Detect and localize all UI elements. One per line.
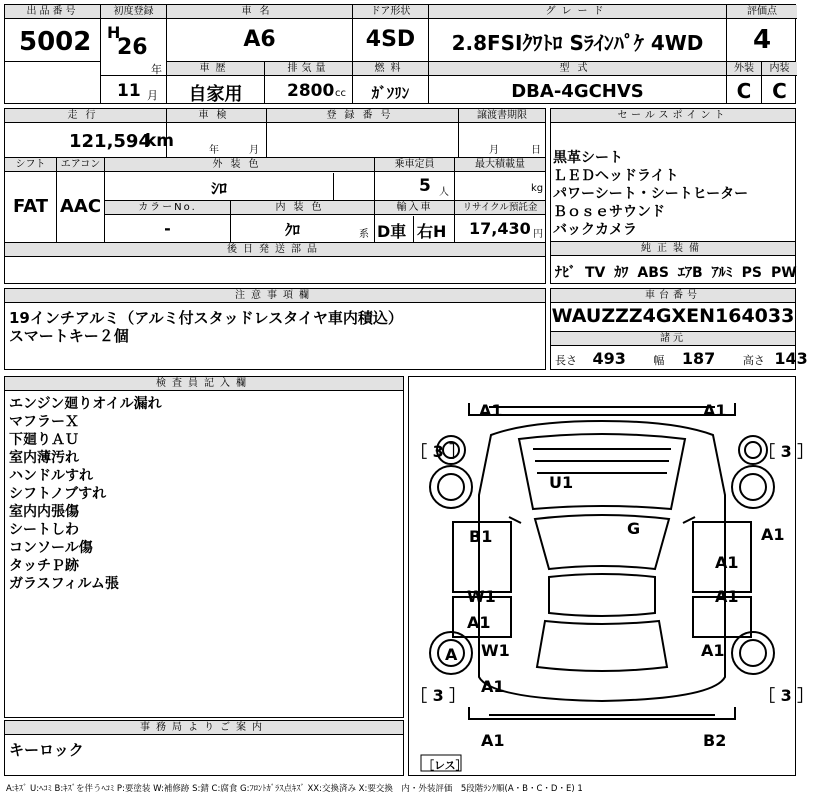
sales-point-item: バックカメラ	[553, 222, 637, 238]
reg-month: 11	[117, 81, 141, 101]
later-parts-label: 後日発送部品	[5, 243, 545, 257]
cc-unit: cc	[335, 88, 346, 99]
equipment-item: ｶﾜ	[614, 265, 629, 281]
mark-door-rr: A1	[701, 641, 725, 660]
mark-door-fl2: A1	[467, 613, 491, 632]
shift-cell	[5, 158, 57, 242]
handle-side: 右H	[417, 222, 447, 241]
color-cell	[105, 158, 375, 200]
transfer-day-unit: 日	[531, 145, 541, 156]
equipment-item: ｴｱB	[677, 265, 703, 281]
mark-door-fl: W1	[467, 587, 496, 606]
mark-rear-left: A1	[481, 731, 505, 750]
equipment-item: ｱﾙﾐ	[711, 265, 733, 281]
inspection-cell	[167, 109, 267, 157]
import-cell	[375, 201, 455, 242]
sales-points-list	[553, 149, 748, 239]
month-unit: 月	[147, 89, 158, 102]
chassis-label: 車台番号	[551, 289, 795, 303]
car-outline	[409, 377, 795, 775]
inspector-line: 室内内張傷	[9, 504, 79, 520]
lot-no-cell	[5, 5, 101, 103]
recycle: 17,430	[469, 219, 531, 238]
lot-no-label: 出品番号	[5, 5, 100, 19]
shift: FAT	[12, 196, 49, 217]
exterior-label: 外装	[727, 62, 761, 76]
length: 493	[592, 349, 626, 368]
color-no-cell	[105, 201, 231, 242]
dims-row	[555, 349, 808, 368]
length-label: 長さ	[555, 354, 577, 367]
notes-text	[9, 309, 403, 345]
lot-no: 5002	[19, 27, 92, 57]
era: H	[107, 23, 121, 42]
equipment-item: ﾅﾋﾞ	[555, 265, 576, 281]
mark-spare: ［レス］	[423, 759, 467, 772]
model-cell	[429, 62, 727, 103]
sales-point-item: Ｂｏｓｅサウンド	[553, 204, 665, 220]
note-line: スマートキー２個	[9, 327, 129, 345]
inspector-line: コンソール傷	[9, 540, 93, 556]
displacement-label: 排気量	[265, 62, 352, 76]
history-label: 車歴	[167, 62, 264, 76]
car-diagram	[408, 376, 813, 776]
inspector-line: タッチＰ跡	[9, 558, 79, 574]
yen-unit: 円	[533, 229, 543, 240]
height-label: 高さ	[742, 354, 765, 367]
int-color-cell	[231, 201, 375, 242]
first-reg-cell	[101, 5, 167, 103]
reg-no-label: 登録番号	[267, 109, 458, 123]
mark-front-left: A1	[479, 401, 503, 420]
dims-label: 諸元	[551, 332, 795, 346]
inspector-line: シートしわ	[9, 522, 79, 538]
grade-label: グレード	[429, 5, 726, 19]
mark-wheel-l: A	[445, 645, 458, 664]
mark-door-rl: W1	[481, 641, 510, 660]
capacity-label: 乗車定員	[375, 158, 454, 172]
door-cell	[353, 5, 429, 61]
import-type: D車	[377, 222, 407, 241]
mark-tire-fl: ［ 3 ］	[411, 442, 466, 461]
color-no-label: カラーNo.	[105, 201, 230, 215]
office-text: キーロック	[9, 741, 84, 759]
inspector-line: 室内薄汚れ	[9, 450, 79, 466]
fuel: ｶﾞｿﾘﾝ	[371, 84, 410, 102]
year-unit: 年	[151, 63, 162, 76]
equipment-item: TV	[585, 265, 606, 281]
chassis-number: WAUZZZ4GXEN164033	[551, 305, 795, 327]
transfer-cell	[459, 109, 545, 157]
sales-points-label: セールスポイント	[551, 109, 795, 123]
inspection-year-unit: 年	[209, 145, 219, 156]
mark-front-right: A1	[703, 401, 727, 420]
width: 187	[681, 349, 716, 368]
mark-tire-rr: ［ 3 ］	[759, 686, 813, 705]
transfer-month-unit: 月	[489, 145, 499, 156]
door-type: 4SD	[365, 27, 416, 52]
car-name-cell	[167, 5, 353, 61]
width-label: 幅	[653, 354, 665, 367]
interior-label: 内装	[762, 62, 797, 76]
inspector-label: 検査員記入欄	[5, 377, 403, 391]
inspector-line: マフラーＸ	[9, 414, 79, 430]
door-label: ドア形状	[353, 5, 428, 19]
mark-tire-rl: ［ 3 ］	[411, 686, 466, 705]
equipment-item: PW	[771, 265, 797, 281]
displacement: 2800	[287, 81, 335, 101]
car-name: A6	[243, 27, 276, 52]
inspector-line: ハンドルすれ	[9, 468, 93, 484]
ac-cell	[57, 158, 105, 242]
load-label: 最大積載量	[455, 158, 545, 172]
history-cell	[167, 62, 265, 103]
vehicle-details-section	[4, 108, 546, 284]
reg-no-cell	[267, 109, 459, 157]
color-label: 外装色	[105, 158, 374, 172]
inspector-section	[4, 376, 404, 718]
capacity-cell	[375, 158, 455, 200]
mark-door-fr: A1	[715, 587, 739, 606]
car-name-label: 車名	[167, 5, 352, 19]
sales-point-item: ＬＥＤヘッドライト	[553, 168, 679, 184]
mark-rear-right: B2	[703, 731, 727, 750]
model-label: 型式	[429, 62, 726, 76]
inspector-line: ガラスフィルム張	[9, 576, 119, 592]
mark-windshield: G	[627, 519, 641, 538]
mark-tire-fr: ［ 3 ］	[759, 442, 813, 461]
header-section	[4, 4, 796, 104]
notes-label: 注意事項欄	[5, 289, 545, 303]
inspector-line: エンジン廻りオイル漏れ	[9, 396, 162, 412]
legend: A:ｷｽﾞ U:ﾍｺﾐ B:ｷｽﾞを伴うﾍｺﾐ P:要塗装 W:補修跡 S:錆 C:腐食 G:ﾌﾛﾝﾄｶﾞﾗｽ点ｷｽﾞ XX:交換済み X:要交換 内・外装評価 5段階ﾗﾝｸ順(A・B・C・D・E) 1	[6, 784, 583, 794]
displacement-cell	[265, 62, 353, 103]
inspector-line: 下廻りＡＵ	[9, 432, 79, 448]
inspection-month-unit: 月	[249, 145, 259, 156]
int-color: ｸﾛ	[284, 221, 300, 239]
inspector-notes	[9, 395, 162, 593]
mark-fender-fl: B1	[469, 527, 493, 546]
mark-pillar-r: A1	[761, 525, 785, 544]
equipment-section	[551, 242, 795, 283]
recycle-label: リサイクル預託金	[455, 201, 545, 215]
score: 4	[752, 25, 772, 55]
height: 143	[774, 349, 808, 368]
ac-label: エアコン	[57, 158, 104, 172]
equipment-label: 純正装備	[551, 242, 795, 256]
exterior-grade: C	[736, 79, 752, 103]
notes-section	[4, 288, 546, 370]
reg-year: 26	[117, 35, 148, 60]
later-parts-cell	[5, 243, 545, 283]
grade: 2.8FSIｸﾜﾄﾛ Sﾗｲﾝﾊﾟｹ 4WD	[451, 31, 704, 55]
equipment-item: PS	[741, 265, 762, 281]
mark-fender-fr: A1	[715, 553, 739, 572]
sales-point-item: 黒革シート	[553, 150, 623, 166]
office-section	[4, 720, 404, 776]
equipment-item: ABS	[637, 265, 669, 281]
fuel-label: 燃料	[353, 62, 428, 76]
sales-points-section	[550, 108, 796, 284]
interior-grade: C	[772, 79, 787, 103]
mileage: 121,594	[69, 131, 151, 152]
first-reg-label: 初度登録	[101, 5, 166, 19]
int-color-unit: 系	[359, 229, 369, 240]
import-label: 輸入車	[375, 201, 454, 215]
fuel-cell	[353, 62, 429, 103]
capacity: 5	[419, 176, 431, 196]
score-label: 評価点	[727, 5, 797, 19]
sales-point-item: パワーシート・シートヒーター	[553, 186, 749, 202]
inspector-line: シフトノブすれ	[9, 486, 107, 502]
interior-cell	[762, 62, 797, 103]
int-color-label: 内装色	[231, 201, 374, 215]
history: 自家用	[188, 84, 243, 105]
transfer-label: 譲渡書期限	[459, 109, 545, 123]
mileage-label: 走行	[5, 109, 166, 123]
shift-label: シフト	[5, 158, 56, 172]
exterior-cell	[727, 62, 762, 103]
exterior-color: ｼﾛ	[210, 179, 227, 198]
inspection-label: 車検	[167, 109, 266, 123]
mark-hood: U1	[549, 473, 574, 492]
mileage-cell	[5, 109, 175, 157]
person-unit: 人	[439, 187, 449, 198]
model: DBA-4GCHVS	[511, 81, 644, 102]
kg-unit: kg	[531, 183, 544, 194]
km-unit: km	[145, 131, 175, 151]
equipment-list	[555, 262, 797, 282]
load-cell	[455, 158, 545, 200]
office-label: 事務局よりご案内	[5, 721, 403, 735]
grade-cell	[429, 5, 727, 61]
note-line: 19インチアルミ（アルミ付スタッドレスタイヤ車内積込）	[9, 309, 403, 327]
ac: AAC	[59, 196, 102, 217]
score-cell	[727, 5, 797, 61]
mark-quarter-l: A1	[481, 677, 505, 696]
chassis-section	[550, 288, 808, 370]
recycle-cell	[455, 201, 545, 242]
color-no: -	[164, 219, 171, 238]
